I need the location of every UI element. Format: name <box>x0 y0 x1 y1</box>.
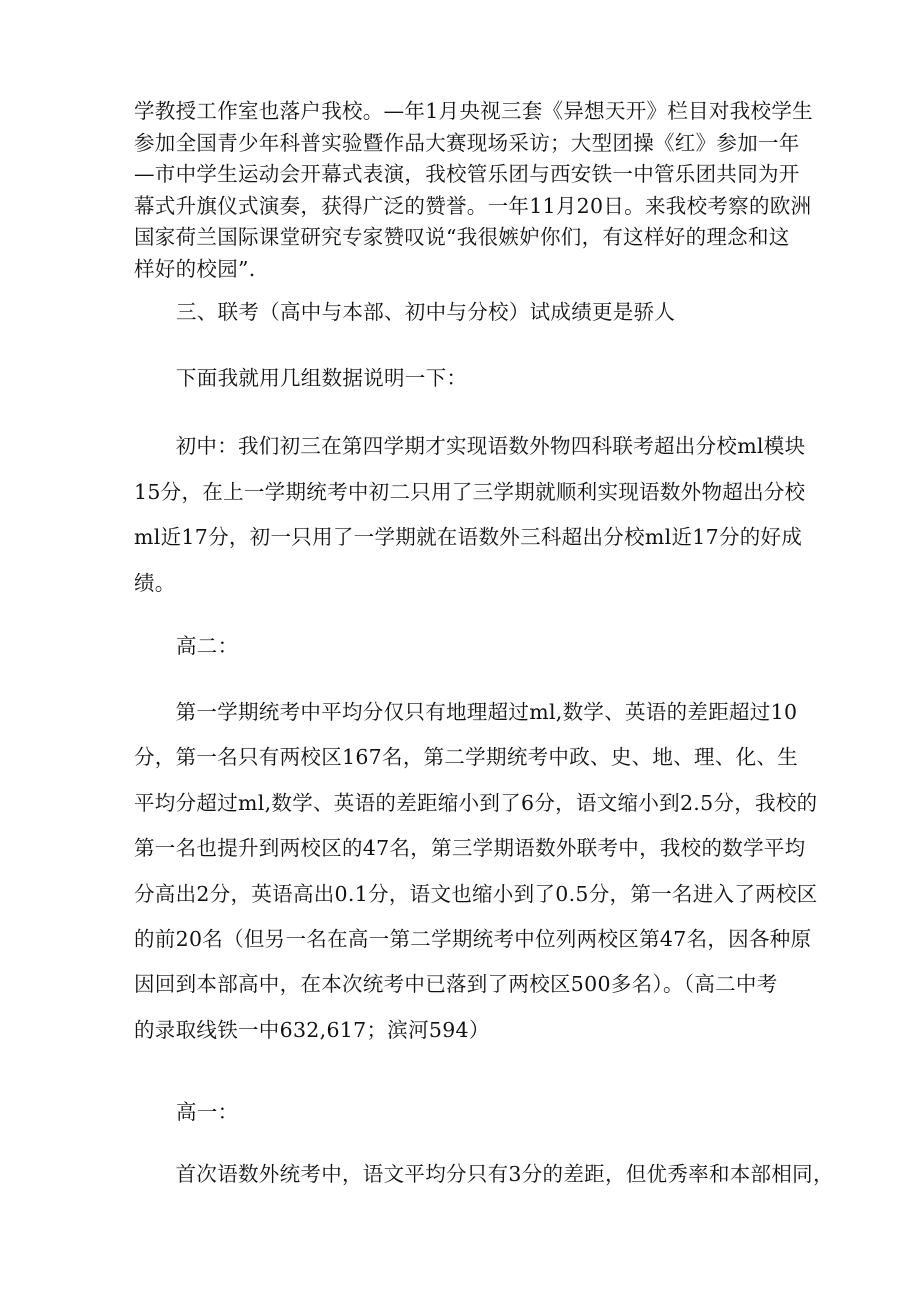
paragraph-line: —市中学生运动会开幕式表演，我校管乐团与西安铁一中管乐团共同为开 <box>134 162 800 186</box>
grade2-paragraph <box>134 690 818 1053</box>
paragraph-line: 参加全国青少年科普实验暨作品大赛现场采访；大型团操《红》参加一年 <box>134 130 800 155</box>
paragraph-line: 平均分超过ml,数学、英语的差距缩小到了6分，语文缩小到2.5分，我校的 <box>134 790 818 815</box>
paragraph-line: 幕式升旗仪式演奏，获得广泛的赞誉。一年11月20日。来我校考察的欧洲 <box>134 193 812 218</box>
paragraph-line: ml近17分，初一只用了一学期就在语数外三科超出分校ml近17分的好成 <box>134 525 803 549</box>
paragraph-line: 的前20名（但另一名在高一第二学期统考中位列两校区第47名，因各种原 <box>134 927 812 952</box>
lead-sentence: 下面我就用几组数据说明一下： <box>176 366 468 390</box>
intro-paragraph <box>134 96 813 285</box>
paragraph-line: 绩。 <box>134 570 176 595</box>
paragraph-line: 第一名也提升到两校区的47名，第三学期语数外联考中，我校的数学平均 <box>134 836 806 861</box>
section-heading: 三、联考（高中与本部、初中与分校）试成绩更是骄人 <box>176 300 676 324</box>
paragraph-line: 初中：我们初三在第四学期才实现语数外物四科联考超出分校ml模块 <box>134 434 806 458</box>
paragraph-line: 第一学期统考中平均分仅只有地理超过ml,数学、英语的差距超过10 <box>134 700 798 724</box>
paragraph-line: 分高出2分，英语高出0.1分，语文也缩小到了0.5分，第一名进入了两校区 <box>134 881 818 906</box>
grade1-label: 高一： <box>176 1100 239 1124</box>
grade2-label: 高二： <box>176 634 239 658</box>
paragraph-line: 样好的校园”. <box>134 256 256 281</box>
paragraph-line: 的录取线铁一中632,617；滨河594） <box>134 1017 490 1042</box>
paragraph-line: 15分，在上一学期统考中初二只用了三学期就顺利实现语数外物超出分校 <box>134 479 806 504</box>
paragraph-line: 国家荷兰国际课堂研究专家赞叹说“我很嫉妒你们，有这样好的理念和这 <box>134 225 790 249</box>
paragraph-line: 首次语数外统考中，语文平均分只有3分的差距，但优秀率和本部相同， <box>134 1162 834 1186</box>
junior-school-paragraph <box>134 424 806 606</box>
paragraph-line: 分，第一名只有两校区167名，第二学期统考中政、史、地、理、化、生 <box>134 745 799 770</box>
paragraph-line: 因回到本部高中，在本次统考中已落到了两校区500多名）。（高二中考 <box>134 972 778 997</box>
grade1-paragraph <box>134 1158 834 1190</box>
paragraph-line: 学教授工作室也落户我校。—年1月央视三套《异想天开》栏目对我校学生 <box>134 99 813 123</box>
